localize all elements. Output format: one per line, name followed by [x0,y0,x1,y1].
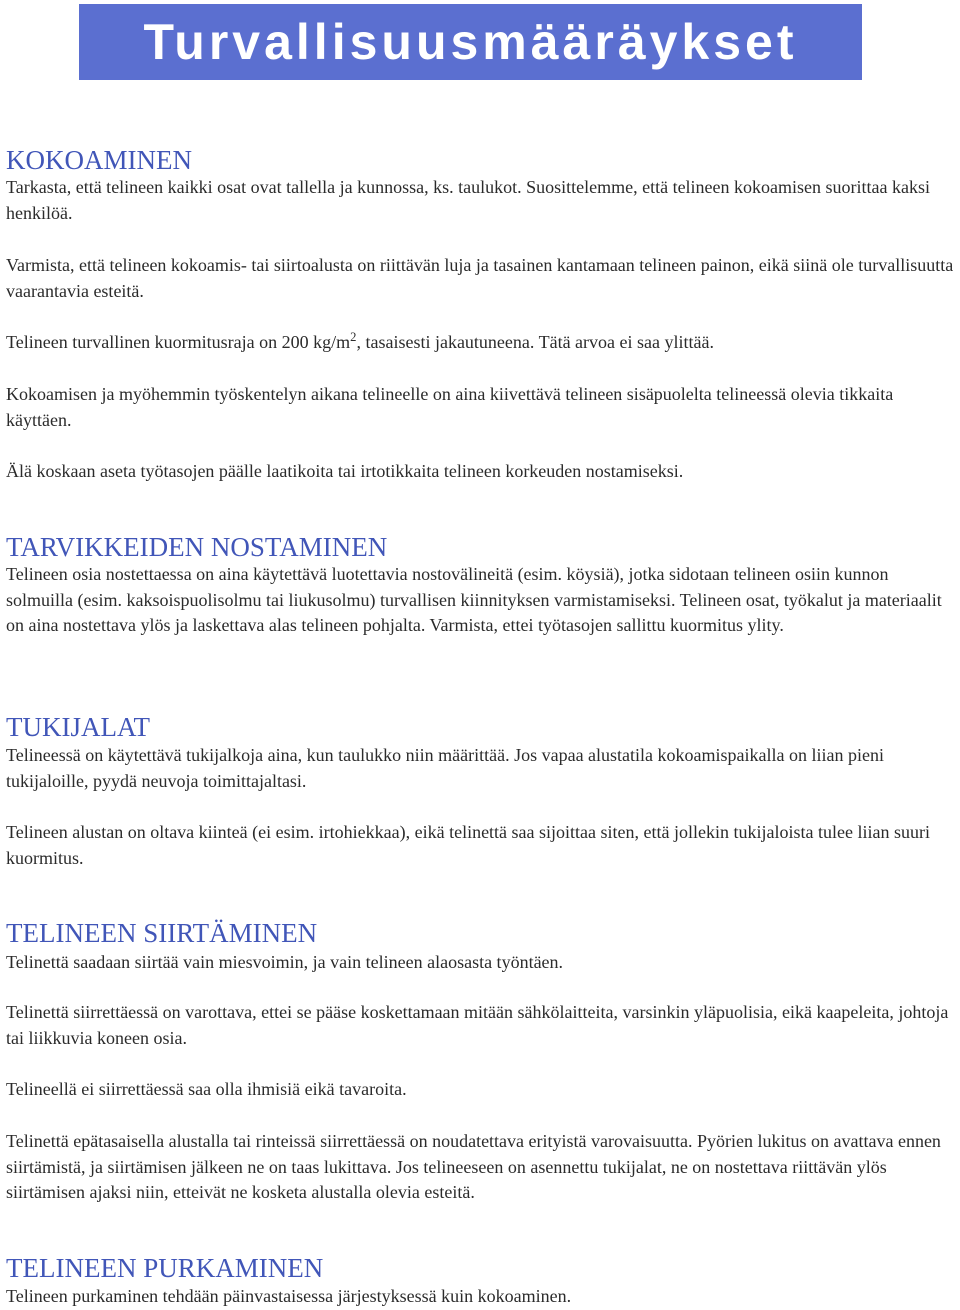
title-banner [79,4,862,80]
section-heading-telineen-purkaminen: TELINEEN PURKAMINEN [6,1253,324,1283]
paragraph: Telineessä on käytettävä tukijalkoja aina, kun taulukko niin määrittää. Jos vapaa alustatila kokoamispaikalla on liian pieni tukijaloille, pyydä neuvoja toimittajaltasi. [6,745,884,791]
paragraph-load-limit [6,330,956,356]
paragraph: Kokoamisen ja myöhemmin työskentelyn aikana telineelle on aina kiivettävä telineen sisäpuolelta telineessä olevia tikkaita käyttäen. [6,384,894,430]
load-limit-text-end: , tasaisesti jakautuneena. Tätä arvoa ei saa ylittää. [356,332,714,352]
section-heading-tarvikkeiden-nostaminen: TARVIKKEIDEN NOSTAMINEN [6,532,388,562]
load-limit-text: Telineen turvallinen kuormitusraja on 200 kg/m [6,332,351,352]
section-heading-tukijalat: TUKIJALAT [6,712,150,742]
paragraph: Telinettä epätasaisella alustalla tai rinteissä siirrettäessä on noudatettava erityistä varovaisuutta. Pyörien lukitus on avattava ennen siirtämistä, ja siirtämisen jälkeen ne on taas lukittava. Jos telineeseen on asennettu tukijalat, ne on nostettava riittävän ylös siirtämisen ajaksi niin, etteivät ne kosketa alustalla olevia esteitä. [6,1131,941,1202]
paragraph: Telineellä ei siirrettäessä saa olla ihmisiä eikä tavaroita. [6,1079,407,1099]
paragraph: Tarkasta, että telineen kaikki osat ovat tallella ja kunnossa, ks. taulukot. Suosittelemme, että telineen kokoamisen suorittaa kaksi henkilöä. [6,177,930,223]
paragraph: Telinettä saadaan siirtää vain miesvoimin, ja vain telineen alaosasta työntäen. [6,952,564,972]
paragraph: Telineen osia nostettaessa on aina käytettävä luotettavia nostovälineitä (esim. köysiä), jotka sidotaan telineen osiin kunnon solmuilla (esim. kaksoispuolisolmu tai liukusolmu) turvallisen kiinnityksen varmistamiseksi. Telineen osat, työkalut ja materiaalit on aina nostettava ylös ja laskettava alas telineen pohjalta. Varmista, ettei työtasojen sallittu kuormitus ylity. [6,564,942,635]
section-heading-telineen-siirtaminen: TELINEEN SIIRTÄMINEN [6,918,318,948]
paragraph: Telineen alustan on oltava kiinteä (ei esim. irtohiekkaa), eikä telinettä saa sijoittaa siten, että jollekin tukijaloista tulee liian suuri kuormitus. [6,822,930,868]
paragraph: Telineen purkaminen tehdään päinvastaisessa järjestyksessä kuin kokoaminen. [6,1286,572,1306]
section-heading-kokoaminen: KOKOAMINEN [6,145,192,175]
paragraph: Telinettä siirrettäessä on varottava, ettei se pääse koskettamaan mitään sähkölaitteita, varsinkin yläpuolisia, eikä kaapeleita, johtoja tai liikkuvia koneen osia. [6,1002,949,1048]
paragraph: Älä koskaan aseta työtasojen päälle laatikoita tai irtotikkaita telineen korkeuden nostamiseksi. [6,461,684,481]
page-title: Turvallisuusmääräykset [143,14,798,70]
paragraph: Varmista, että telineen kokoamis- tai siirtoalusta on riittävän luja ja tasainen kantamaan telineen painon, eikä siinä ole turvallisuutta vaarantavia esteitä. [6,255,954,301]
superscript: 2 [350,330,357,344]
